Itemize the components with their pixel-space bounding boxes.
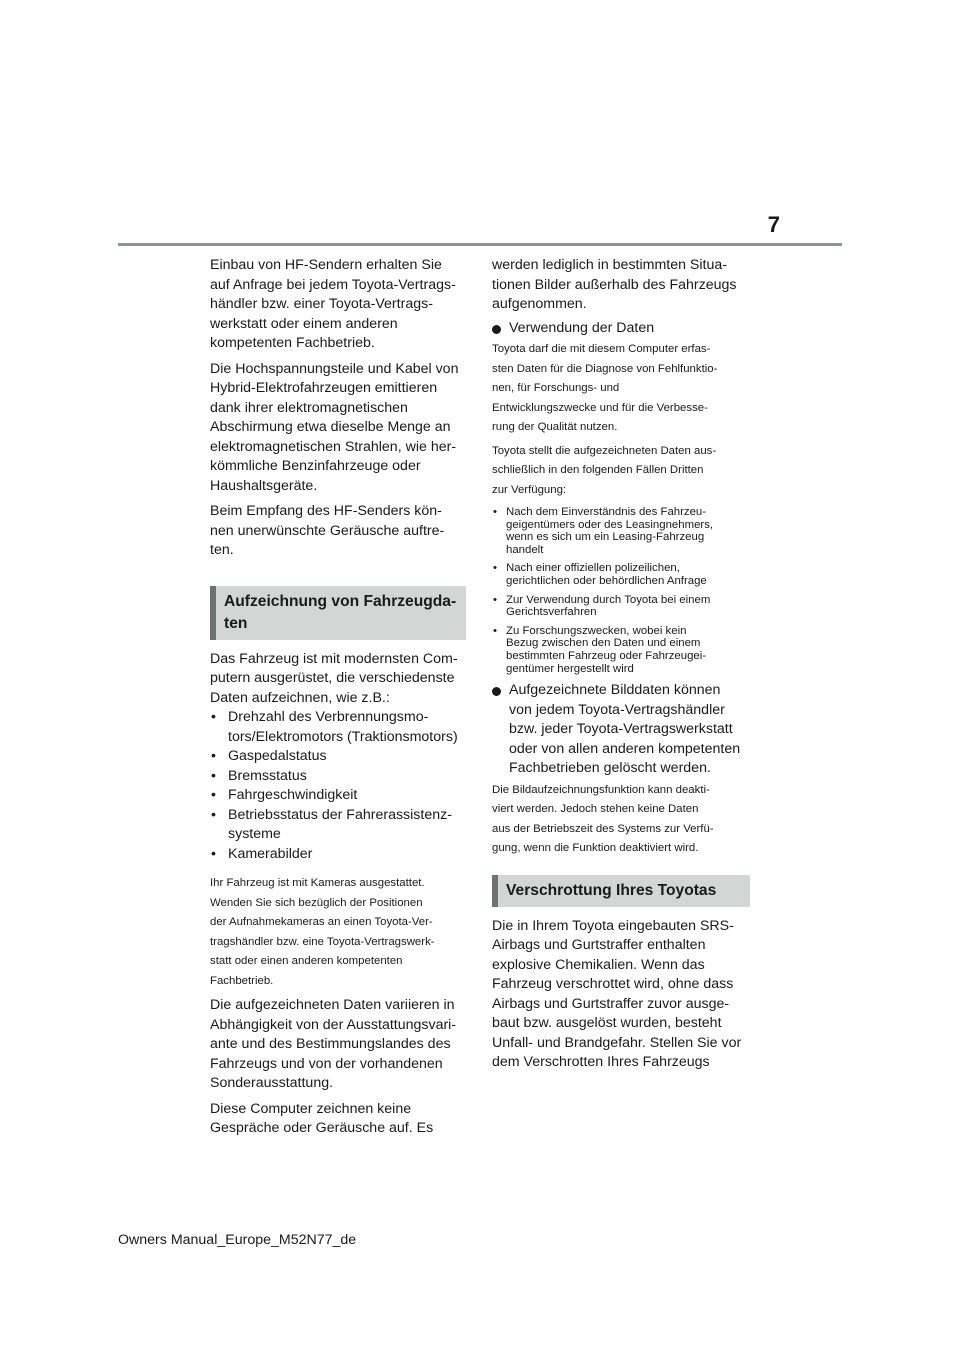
header-rule xyxy=(118,243,842,246)
footer-document-id: Owners Manual_Europe_M52N77_de xyxy=(118,1232,357,1248)
list-item: • Zur Verwendung durch Toyota bei einem Gerichtsverfahren xyxy=(492,594,754,619)
list-item: • Kamerabilder xyxy=(210,845,466,865)
paragraph: werden lediglich in bestimmten Situa- tionen Bilder außerhalb des Fahrzeugs aufgenommen. xyxy=(492,257,737,312)
disclosure-list xyxy=(492,506,754,675)
list-item: • Nach einer offiziellen polizeilichen, gerichtlichen oder behördlichen Anfrage xyxy=(492,562,754,587)
right-column xyxy=(492,256,754,1079)
paragraph: Diese Computer zeichnen keine Gespräche oder Geräusche auf. Es xyxy=(210,1100,434,1136)
list-item: • Betriebsstatus der Fahrerassistenz- systeme xyxy=(210,806,466,845)
list-item: • Drehzahl des Verbrennungsmo- tors/Elektromotors (Traktionsmotors) xyxy=(210,708,466,747)
page-number: 7 xyxy=(767,212,780,237)
list-item: • Bremsstatus xyxy=(210,767,466,787)
paragraph: Einbau von HF-Sendern erhalten Sie auf Anfrage bei jedem Toyota-Vertrags- händler bzw. einer Toyota-Vertrags- werkstatt oder einem anderen kompetenten Fachbetrieb. xyxy=(210,257,456,351)
list-item: • Nach dem Einverständnis des Fahrzeu- geigentümers oder des Leasingnehmers, wenn es sich um ein Leasing-Fahrzeug handelt xyxy=(492,506,754,556)
note-text: Toyota darf die mit diesem Computer erfas- sten Daten für die Diagnose von Fehlfunktio- nen, für Forschungs- und Entwicklungszwecke und für die Verbesse- rung der Qualität nutzen. xyxy=(492,343,718,433)
paragraph: Die aufgezeichneten Daten variieren in Abhängigkeit von der Ausstattungsvari- ante und des Bestimmungslandes des Fahrzeugs und von der vorhandenen Sonderausstattung. xyxy=(210,997,457,1091)
data-list xyxy=(210,708,466,864)
list-item: • Gaspedalstatus xyxy=(210,747,466,767)
paragraph: Beim Empfang des HF-Senders kön- nen unerwünschte Geräusche auftre- ten. xyxy=(210,503,445,558)
paragraph: Die in Ihrem Toyota eingebauten SRS- Airbags und Gurtstraffer enthalten explosive Chemikalien. Wenn das Fahrzeug verschrottet wird, ohne dass Airbags und Gurtstraffer zuvor ausge- baut bzw. ausgelöst wurden, besteht Unfall- und Brandgefahr. Stellen Sie vor dem Verschrotten Ihres Fahrzeugs xyxy=(492,917,742,1071)
note-text: Ihr Fahrzeug ist mit Kameras ausgestattet. Wenden Sie sich bezüglich der Positionen der Aufnahmekameras an einen Toyota-Ver- tragshändler bzw. eine Toyota-Vertragswerk- statt oder einen anderen kompetenten Fachbetrieb. xyxy=(210,877,435,987)
section-heading-data-recording: Aufzeichnung von Fahrzeugda- ten xyxy=(210,586,466,640)
bullet-heading: Aufgezeichnete Bilddaten können von jedem Toyota-Vertragshändler bzw. jeder Toyota-Vertragswerkstatt oder von allen anderen kompetenten Fachbetrieben gelöscht werden. xyxy=(492,681,754,779)
note-text: Die Bildaufzeichnungsfunktion kann deakti- viert werden. Jedoch stehen keine Daten aus der Betriebszeit des Systems zur Verfü- gung, wenn die Funktion deaktiviert wird. xyxy=(492,783,714,855)
list-item: • Zu Forschungszwecken, wobei kein Bezug zwischen den Daten und einem bestimmten Fahrzeug oder Fahrzeugei- gentümer hergestellt wird xyxy=(492,625,754,675)
paragraph: Die Hochspannungsteile und Kabel von Hybrid-Elektrofahrzeugen emittieren dank ihrer elektromagnetischen Abschirmung etwa dieselbe Menge an elektromagnetischen Strahlen, wie her- kömmliche Benzinfahrzeuge oder Haushaltsgeräte. xyxy=(210,360,459,494)
list-item: • Fahrgeschwindigkeit xyxy=(210,786,466,806)
note-text: Toyota stellt die aufgezeichneten Daten aus- schließlich in den folgenden Fällen Dritten zur Verfügung: xyxy=(492,444,717,496)
bullet-dot-icon xyxy=(492,325,501,334)
bullet-dot-icon xyxy=(492,687,501,696)
paragraph: Das Fahrzeug ist mit modernsten Com- putern ausgerüstet, die verschiedenste Daten aufzeichnen, wie z.B.: xyxy=(210,650,458,706)
bullet-heading: Verwendung der Daten xyxy=(492,319,754,339)
section-heading-scrapping: Verschrottung Ihres Toyotas xyxy=(492,875,750,907)
left-column xyxy=(210,256,466,1145)
